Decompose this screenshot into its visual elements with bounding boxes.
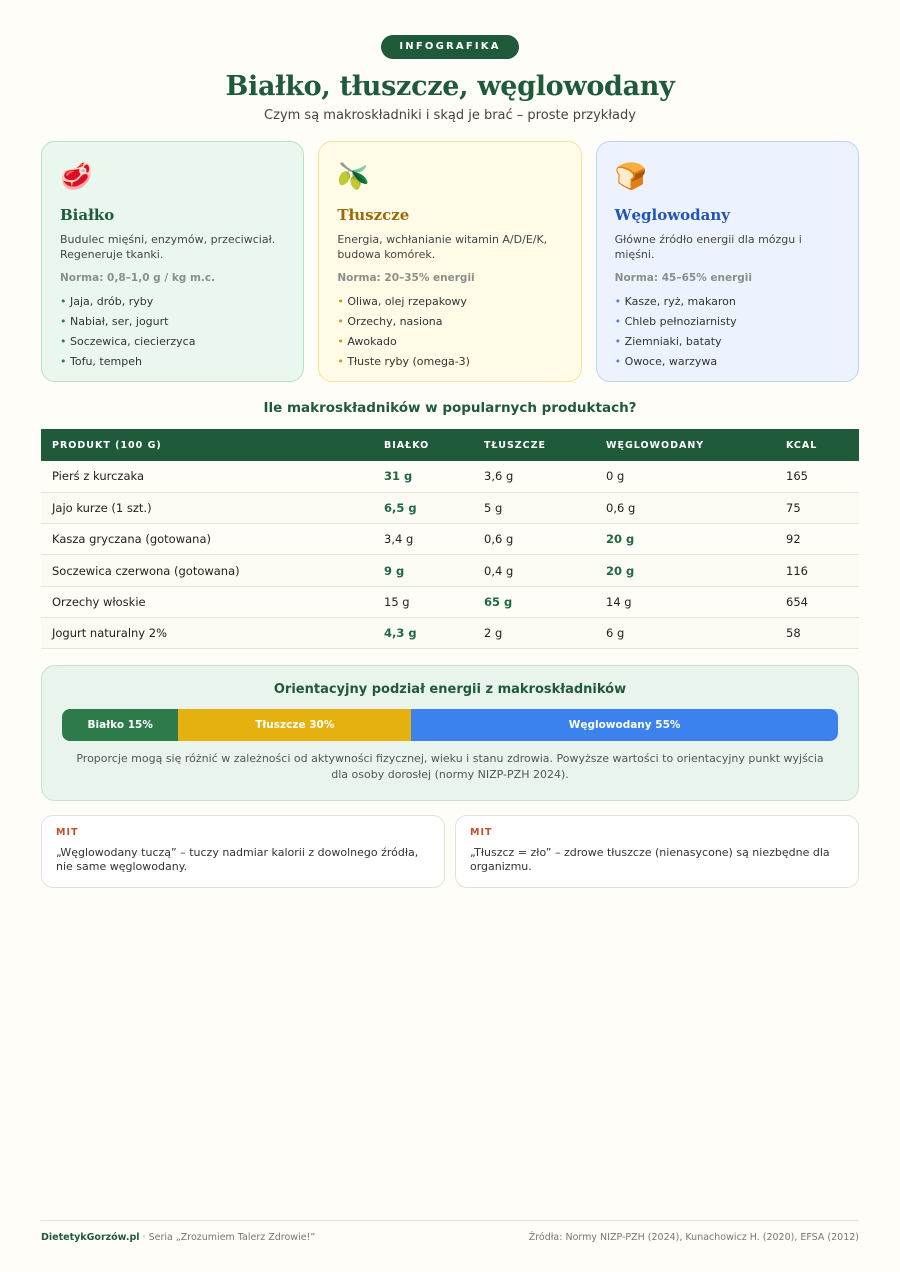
- page-title: Białko, tłuszcze, węglowodany: [225, 71, 675, 102]
- card-norm: Norma: 0,8–1,0 g / kg m.c.: [60, 272, 216, 284]
- product-cell: Jogurt naturalny 2%: [41, 617, 373, 648]
- macronutrient-cards: [41, 141, 859, 382]
- myth-label: MIT: [56, 827, 79, 839]
- energy-note: Proporcje mogą się różnić w zależności od aktywności fizycznej, wieku i stanu zdrowia. Powyższe wartości to orientacyjny punkt wyjścia dla osoby dorosłej (normy NIZP-PZH 2024).: [76, 752, 824, 781]
- list-item: • Oliwa, olej rzepakowy: [337, 292, 562, 312]
- card-description: Energia, wchłanianie witamin A/D/E/K, budowa komórek.: [337, 233, 548, 261]
- column-header: PRODUKT (100 G): [52, 439, 162, 451]
- kcal-cell: 165: [775, 461, 859, 492]
- carb-cell: 20 g: [595, 555, 775, 586]
- energy-split-title: Orientacyjny podział energii z makroskładników: [273, 682, 627, 698]
- footer-series: · Seria „Zrozumiem Talerz Zdrowie!”: [139, 1232, 316, 1243]
- column-header: KCAL: [786, 439, 818, 451]
- carb-cell: 14 g: [595, 586, 775, 617]
- segment-carbohydrates: Węglowodany 55%: [411, 709, 838, 741]
- table-row: [41, 524, 859, 555]
- infographic-badge: INFOGRAFIKA: [381, 35, 518, 59]
- energy-split-bar: [62, 709, 838, 741]
- list-item: • Tofu, tempeh: [60, 352, 285, 372]
- carb-cell: 0 g: [595, 461, 775, 492]
- table-row: [41, 617, 859, 648]
- list-item: • Ziemniaki, bataty: [615, 332, 840, 352]
- myth-text: „Węglowodany tuczą” – tuczy nadmiar kalorii z dowolnego źródła, nie same węglowodany.: [56, 846, 419, 874]
- kcal-cell: 654: [775, 586, 859, 617]
- fat-cell: 0,6 g: [473, 524, 595, 555]
- table-row: [41, 586, 859, 617]
- carb-cell: 0,6 g: [595, 492, 775, 523]
- meat-icon: 🥩: [60, 162, 93, 192]
- list-item: • Owoce, warzywa: [615, 352, 840, 372]
- product-cell: Soczewica czerwona (gotowana): [41, 555, 373, 586]
- card-source-list: [60, 292, 285, 372]
- card-description: Budulec mięśni, enzymów, przeciwciał. Regeneruje tkanki.: [60, 233, 276, 261]
- kcal-cell: 75: [775, 492, 859, 523]
- card-source-list: [337, 292, 562, 372]
- fat-cell: 2 g: [473, 617, 595, 648]
- footer-brand: DietetykGorzów.pl: [41, 1232, 140, 1243]
- column-header: WĘGLOWODANY: [606, 439, 705, 451]
- card-title: Tłuszcze: [337, 206, 410, 224]
- energy-split-panel: [41, 665, 859, 801]
- list-item: • Kasze, ryż, makaron: [615, 292, 840, 312]
- myth-card: [455, 815, 859, 888]
- myths-row: [41, 815, 859, 888]
- product-cell: Pierś z kurczaka: [41, 461, 373, 492]
- table-row: [41, 461, 859, 492]
- card-fat: [318, 141, 581, 382]
- infographic-page: [41, 0, 859, 888]
- fat-cell: 5 g: [473, 492, 595, 523]
- column-header: BIAŁKO: [384, 439, 430, 451]
- protein-cell: 9 g: [373, 555, 473, 586]
- card-source-list: [615, 292, 840, 372]
- kcal-cell: 92: [775, 524, 859, 555]
- segment-protein: Białko 15%: [62, 709, 178, 741]
- fat-cell: 3,6 g: [473, 461, 595, 492]
- protein-cell: 4,3 g: [373, 617, 473, 648]
- page-subtitle: Czym są makroskładniki i skąd je brać – proste przykłady: [264, 108, 636, 123]
- table-title: Ile makroskładników w popularnych produktach?: [263, 400, 637, 416]
- card-carbohydrates: [596, 141, 859, 382]
- product-cell: Kasza gryczana (gotowana): [41, 524, 373, 555]
- table-row: [41, 492, 859, 523]
- fat-cell: 65 g: [473, 586, 595, 617]
- list-item: • Soczewica, ciecierzyca: [60, 332, 285, 352]
- card-description: Główne źródło energii dla mózgu i mięśni.: [614, 233, 802, 261]
- list-item: • Chleb pełnoziarnisty: [615, 312, 840, 332]
- column-header: TŁUSZCZE: [484, 439, 547, 451]
- page-footer: [41, 1220, 859, 1243]
- bread-icon: 🍞: [614, 162, 648, 192]
- list-item: • Awokado: [337, 332, 562, 352]
- myth-text: „Tłuszcz = zło” – zdrowe tłuszcze (nienasycone) są niezbędne dla organizmu.: [470, 846, 830, 874]
- carb-cell: 6 g: [595, 617, 775, 648]
- olive-icon: 🫒: [337, 162, 370, 192]
- product-cell: Jajo kurze (1 szt.): [41, 492, 373, 523]
- list-item: • Nabiał, ser, jogurt: [60, 312, 285, 332]
- fat-cell: 0,4 g: [473, 555, 595, 586]
- card-title: Białko: [60, 206, 115, 224]
- myth-card: [41, 815, 445, 888]
- table-row: [41, 555, 859, 586]
- footer-sources: Źródła: Normy NIZP-PZH (2024), Kunachowicz H. (2020), EFSA (2012): [528, 1232, 859, 1243]
- list-item: • Orzechy, nasiona: [337, 312, 562, 332]
- protein-cell: 3,4 g: [373, 524, 473, 555]
- card-norm: Norma: 45–65% energii: [614, 272, 752, 284]
- myth-label: MIT: [470, 827, 493, 839]
- card-norm: Norma: 20–35% energii: [337, 272, 475, 284]
- kcal-cell: 58: [775, 617, 859, 648]
- card-title: Węglowodany: [614, 206, 730, 224]
- protein-cell: 6,5 g: [373, 492, 473, 523]
- protein-cell: 31 g: [373, 461, 473, 492]
- kcal-cell: 116: [775, 555, 859, 586]
- nutrition-table: [41, 429, 859, 649]
- list-item: • Jaja, drób, ryby: [60, 292, 285, 312]
- footer-left: [41, 1232, 315, 1243]
- segment-fat: Tłuszcze 30%: [178, 709, 411, 741]
- list-item: • Tłuste ryby (omega-3): [337, 352, 562, 372]
- card-protein: [41, 141, 304, 382]
- protein-cell: 15 g: [373, 586, 473, 617]
- table-header-row: [41, 429, 859, 461]
- product-cell: Orzechy włoskie: [41, 586, 373, 617]
- carb-cell: 20 g: [595, 524, 775, 555]
